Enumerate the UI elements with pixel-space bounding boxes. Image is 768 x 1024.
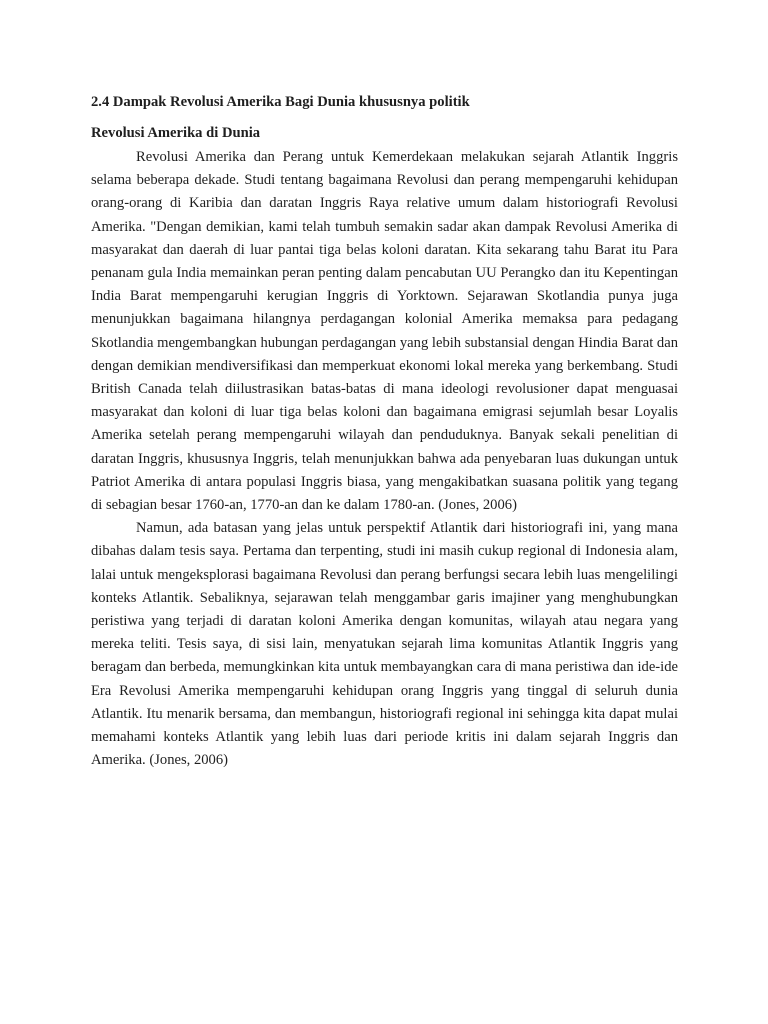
- section-heading: Revolusi Amerika di Dunia: [91, 125, 261, 141]
- paragraph-1: Revolusi Amerika dan Perang untuk Kemerdekaan melakukan sejarah Atlantik Inggris selama beberapa dekade. Studi tentang bagaimana Revolusi dan perang mempengaruhi kehidupan orang-orang di Karibia dan daratan Inggris Raya relative umum dalam historiografi Revolusi Amerika. "Dengan demikian, kami telah tumbuh semakin sadar akan dampak Revolusi Amerika di masyarakat dan daerah di luar pantai tiga belas koloni daratan. Kita sekarang tahu Barat itu Para penanam gula India memainkan peran penting dalam pencabutan UU Perangko dan itu Kepentingan India Barat mempengaruhi kerugian Inggris di Yorktown. Sejarawan Skotlandia punya juga menunjukkan bagaimana hilangnya perdagangan kolonial Amerika memaksa para pedagang Skotlandia mengembangkan hubungan perdagangan yang lebih substansial dengan Hindia Barat dan dengan demikian mendiversifikasi dan memperkuat ekonomi lokal mereka yang berkembang. Studi British Canada telah diilustrasikan batas-batas di mana ideologi revolusioner dapat menguasai masyarakat dan koloni di luar tiga belas koloni dan bagaimana emigrasi sejumlah besar Loyalis Amerika setelah perang mempengaruhi wilayah dan penduduknya. Banyak sekali penelitian di daratan Inggris, khususnya Inggris, telah menunjukkan bahwa ada penyebaran luas dukungan untuk Patriot Amerika di antara populasi Inggris biasa, yang mengakibatkan suasana politik yang tegang di sebagian besar 1760-an, 1770-an dan ke dalam 1780-an. (Jones, 2006): [91, 149, 678, 514]
- paragraph-2: Namun, ada batasan yang jelas untuk perspektif Atlantik dari historiografi ini, yang mana dibahas dalam tesis saya. Pertama dan terpenting, studi ini masih cukup regional di Indonesia alam, lalai untuk mengeksplorasi bagaimana Revolusi dan perang berfungsi secara lebih luas mengelilingi konteks Atlantik. Sebaliknya, sejarawan telah menggambar garis imajiner yang menghubungkan peristiwa yang terjadi di daratan koloni Amerika dengan komunitas, wilayah atau negara yang mereka teliti. Tesis saya, di sisi lain, menyatukan sejarah lima komunitas Atlantik Inggris yang beragam dan berbeda, memungkinkan kita untuk membayangkan cara di mana peristiwa dan ide-ide Era Revolusi Amerika mempengaruhi kehidupan orang Inggris yang tinggal di seluruh dunia Atlantik. Itu menarik bersama, dan membangun, historiografi regional ini sehingga kita dapat mulai memahami konteks Atlantik yang lebih luas dari periode kritis ini dalam sejarah Inggris dan Amerika. (Jones, 2006): [91, 520, 678, 769]
- main-heading: 2.4 Dampak Revolusi Amerika Bagi Dunia khususnya politik: [91, 94, 470, 110]
